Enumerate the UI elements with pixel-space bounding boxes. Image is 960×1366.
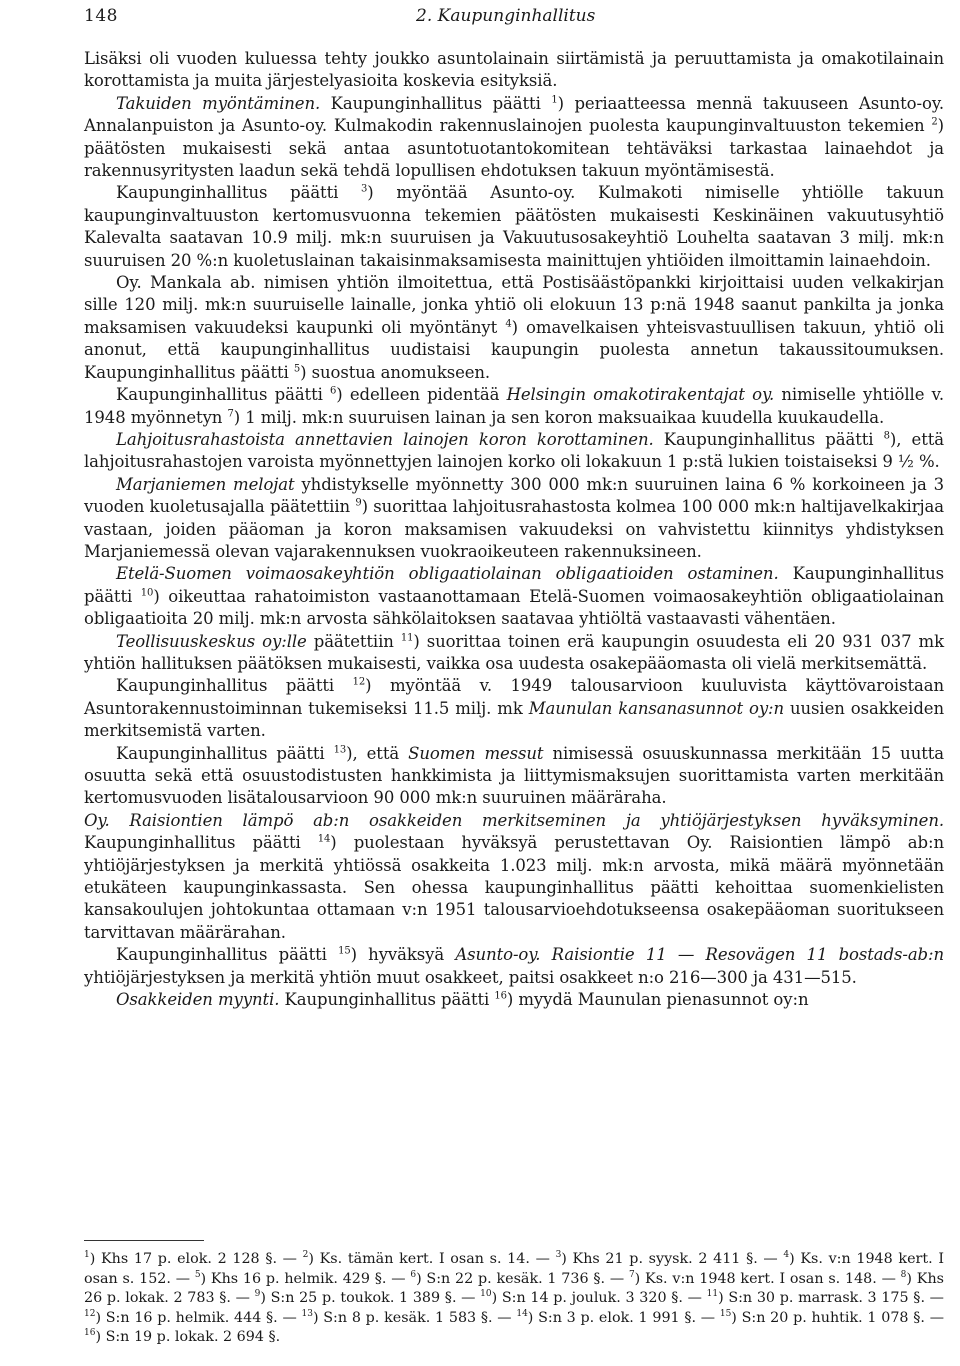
italic-heading: Osakkeiden myynti. [116, 990, 280, 1010]
footnote-marker: 1 [551, 94, 558, 106]
paragraph: Oy. Raisiontien lämpö ab:n osakkeiden merkitseminen ja yhtiöjärjestyksen hyväksyminen. Kaupunginhallitus päätti $^{14}$) puolestaan hyväksyä perustettavan Oy. Raisiontien lämpö ab:n yhtiöjärjestyksen ja merkitä yhtiössä osakkeita 1.023 milj. mk:n arvosta, mikä määrä myönnetään etukäteen kaupunginkassasta. Sen ohessa kaupunginhallitus päätti kehoittaa suomenkielisten kansakoulujen johtokuntaa ottamaan v:n 1951 talousarvioehdotukseensa osakepääoman suoritukseen tarvittavan määrärahan. [84, 810, 944, 942]
footnote-marker: 12 [352, 676, 366, 688]
footnote-marker: 13 [333, 744, 347, 756]
italic-heading: Asunto-oy. Raisiontie 11 — Resovägen 11 bostads-ab:n [455, 945, 945, 965]
footnote-marker: 9 [254, 1289, 261, 1300]
footnote-marker: 14 [516, 1309, 528, 1320]
paragraph: Takuiden myöntäminen. Kaupunginhallitus päätti $^1$) periaatteessa mennä takuuseen Asunto-oy. Annalanpuiston ja Asunto-oy. Kulmakodin rakennuslainojen puolesta kaupunginvaltuuston tekemien $^2$) päätösten mukaisesti sekä antaa asuntotuotantokomitean tehtäväksi tarkastaa lainaehdot ja rakennusyritysten laadun sekä tehdä lopullisen ehdotuksen takuun myöntämisestä. [84, 93, 944, 181]
footnote-marker: 8 [900, 1269, 907, 1280]
footnote-marker: 9 [355, 497, 362, 509]
paragraph: Oy. Mankala ab. nimisen yhtiön ilmoitettua, että Postisäästöpankki kirjoittaisi uuden velkakirjan sille 120 milj. mk:n suuruiselle lainalle, jonka yhtiö oli elokuun 13 p:nä 1948 saanut pankilta ja jonka maksamisen vakuudeksi kaupunki oli myöntänyt $^4$) omavelkaisen yhteisvastuullisen takuun, yhtiö oli anonut, että kaupunginhallitus uudistaisi kaupungin puolesta annetun takaussitoumuksen. Kaupunginhallitus päätti $^5$) suostua anomukseen. [84, 273, 944, 382]
paragraph: Etelä-Suomen voimaosakeyhtiön obligaatiolainan obligaatioiden ostaminen. Kaupunginhallitus päätti $^{10}$) oikeuttaa rahatoimiston vastaanottamaan Etelä-Suomen voimaosakeyhtiön obligaatiolainan obligaatioita 20 milj. mk:n arvosta sähkölaitoksen saatavaa yhtiöltä vastaavasti vähentäen. [84, 564, 944, 629]
footnote-marker: 8 [883, 430, 890, 442]
paragraph: Kaupunginhallitus päätti $^{12}$) myöntää v. 1949 talousarvioon kuuluvista käyttövaroistaan Asuntorakennustoiminnan tukemiseksi 11.5 milj. mk Maunulan kansanasunnot oy:n uusien osakkeiden merkitsemistä varten. [84, 676, 944, 741]
running-head: 2. Kaupunginhallitus [416, 6, 596, 26]
footnote-marker: 7 [227, 408, 234, 419]
italic-heading: Oy. Raisiontien lämpö ab:n osakkeiden merkitseminen ja yhtiöjärjestyksen hyväksyminen. [84, 810, 944, 830]
footnote-marker: 2 [302, 1250, 309, 1261]
footnote-marker: 3 [555, 1250, 562, 1261]
italic-heading: Helsingin omakotirakentajat oy. [506, 385, 775, 405]
paragraph: Kaupunginhallitus päätti $^6$) edelleen pidentää Helsingin omakotirakentajat oy. nimiselle yhtiölle v. 1948 myönnetyn $^7$) 1 milj. mk:n suuruisen lainan ja sen koron maksuaikaa kuudella kuukaudella. [84, 385, 945, 427]
italic-heading: Etelä-Suomen voimaosakeyhtiön obligaatiolainan obligaatioiden ostaminen. [116, 564, 779, 584]
footnote-rule [84, 1240, 204, 1241]
footnote-marker: 6 [330, 385, 337, 397]
paragraph: Osakkeiden myynti. Kaupunginhallitus päätti $^{16}$) myydä Maunulan pienasunnot oy:n [116, 990, 809, 1010]
footnote-marker: 3 [361, 183, 368, 195]
footnote-marker: 13 [301, 1309, 313, 1320]
body-text [84, 48, 944, 1011]
footnote-marker: 11 [706, 1289, 719, 1300]
footnote-marker: 15 [719, 1309, 732, 1320]
footnote-marker: 15 [338, 945, 351, 957]
footnote-marker: 12 [84, 1309, 96, 1320]
italic-heading: Maunulan kansanasunnot oy:n [528, 698, 785, 718]
footnote-marker: 11 [400, 632, 414, 644]
footnote-marker: 2 [931, 116, 938, 128]
footnote-marker: 4 [783, 1250, 790, 1261]
italic-heading: Takuiden myöntäminen. [116, 93, 321, 113]
italic-heading: Lahjoitusrahastoista annettavien lainojen koron korottaminen. [116, 429, 654, 449]
footnote-marker: 16 [84, 1328, 96, 1339]
paragraph: Kaupunginhallitus päätti $^{13}$), että Suomen messut nimisessä osuuskunnassa merkitään 15 uutta osuutta sekä että osuustodistusten hankkimista ja liittymismaksujen suorittamista varten merkitään kertomusvuoden lisätalousarvioon 90 000 mk:n suuruinen määräraha. [84, 743, 945, 808]
footnote-marker: 5 [194, 1269, 201, 1280]
page-number: 148 [84, 6, 118, 26]
footnote-marker: 10 [140, 587, 154, 599]
footnote-marker: 6 [410, 1269, 417, 1280]
paragraph: Marjaniemen melojat yhdistykselle myönnetty 300 000 mk:n suuruinen laina 6 % korkoineen ja 3 vuoden kuoletusajalla päätettiin $^9$) suorittaa lahjoitusrahastosta kolmea 100 000 mk:n haltijavelkakirjaa vastaan, joiden pääoman ja koron maksamisen vakuudeksi on vahvistettu kiinnitys yhdistyksen Marjaniemessä olevan vajarakennuksen vuokraoikeuteen rakennuksineen. [84, 474, 944, 561]
paragraph: Teollisuuskeskus oy:lle päätettiin $^{11}$) suorittaa toinen erä kaupungin osuudesta eli 20 931 037 mk yhtiön hallituksen päätöksen mukaisesti, vaikka osa uudesta osakepääomasta oli vielä merkitsemättä. [84, 631, 944, 673]
paragraph: Lisäksi oli vuoden kuluessa tehty joukko asuntolainain siirtämistä ja peruuttamista ja omakotilainain korottamista ja muita järjestelyasioita koskevia esityksiä. [84, 49, 944, 91]
footnote-marker: 14 [317, 833, 331, 845]
italic-heading: Suomen messut [408, 743, 544, 763]
paragraph: Kaupunginhallitus päätti $^{15}$) hyväksyä Asunto-oy. Raisiontie 11 — Resovägen 11 bostads-ab:n yhtiöjärjestyksen ja merkitä yhtiön muut osakkeet, paitsi osakkeet n:o 216—300 ja 431—515. [84, 945, 945, 987]
footnotes: $^1$) Khs 17 p. elok. 2 128 §. — $^2$) Ks. tämän kert. I osan s. 14. — $^3$) Khs 21 p. syysk. 2 411 §. — $^4$) Ks. v:n 1948 kert. I osan s. 152. — $^5$) Khs 16 p. helmik. 429 §. — $^6$) S:n 22 p. kesäk. 1 736 §. — $^7$) Ks. v:n 1948 kert. I osan s. 148. — $^8$) Khs 26 p. lokak. 2 783 §. — $^9$) S:n 25 p. toukok. 1 389 §. — $^{10}$) S:n 14 p. jouluk. 3 320 §. — $^{11}$) S:n 30 p. marrask. 3 175 §. — $^{12}$) S:n 16 p. helmik. 444 §. — $^{13}$) S:n 8 p. kesäk. 1 583 §. — $^{14}$) S:n 3 p. elok. 1 991 §. — $^{15}$) S:n 20 p. huhtik. 1 078 §. — $^{16}$) S:n 19 p. lokak. 2 694 §. [84, 1250, 944, 1346]
footnote-marker: 7 [628, 1269, 635, 1280]
paragraph: Lahjoitusrahastoista annettavien lainojen koron korottaminen. Kaupunginhallitus päätti $^8$), että lahjoitusrahastojen varoista myönnettyjen lainojen korko oli lokakuun 1 p:stä lukien toistaiseksi 9 ½ %. [84, 429, 944, 472]
footnote-marker: 16 [494, 990, 507, 1002]
footnote-marker: 10 [480, 1289, 492, 1300]
footnote-marker: 4 [505, 318, 512, 330]
italic-heading: Marjaniemen melojat [116, 474, 295, 494]
footnote-marker: 1 [84, 1250, 90, 1261]
paragraph: Kaupunginhallitus päätti $^3$) myöntää Asunto-oy. Kulmakoti nimiselle yhtiölle takuun kaupunginvaltuuston kertomusvuonna tekemien päätösten mukaisesti Keskinäinen vakuutusyhtiö Kalevalta saatavan 10.9 milj. mk:n suuruisen ja Vakuutusosakeyhtiö Louhelta saatavan 3 milj. mk:n suuruisen 20 %:n kuoletuslainan takaisinmaksamisesta mainittujen yhtiöiden ilmoittamin lainaehdoin. [84, 183, 944, 270]
footnote-marker: 5 [293, 363, 301, 375]
italic-heading: Teollisuuskeskus oy:lle [116, 631, 307, 651]
